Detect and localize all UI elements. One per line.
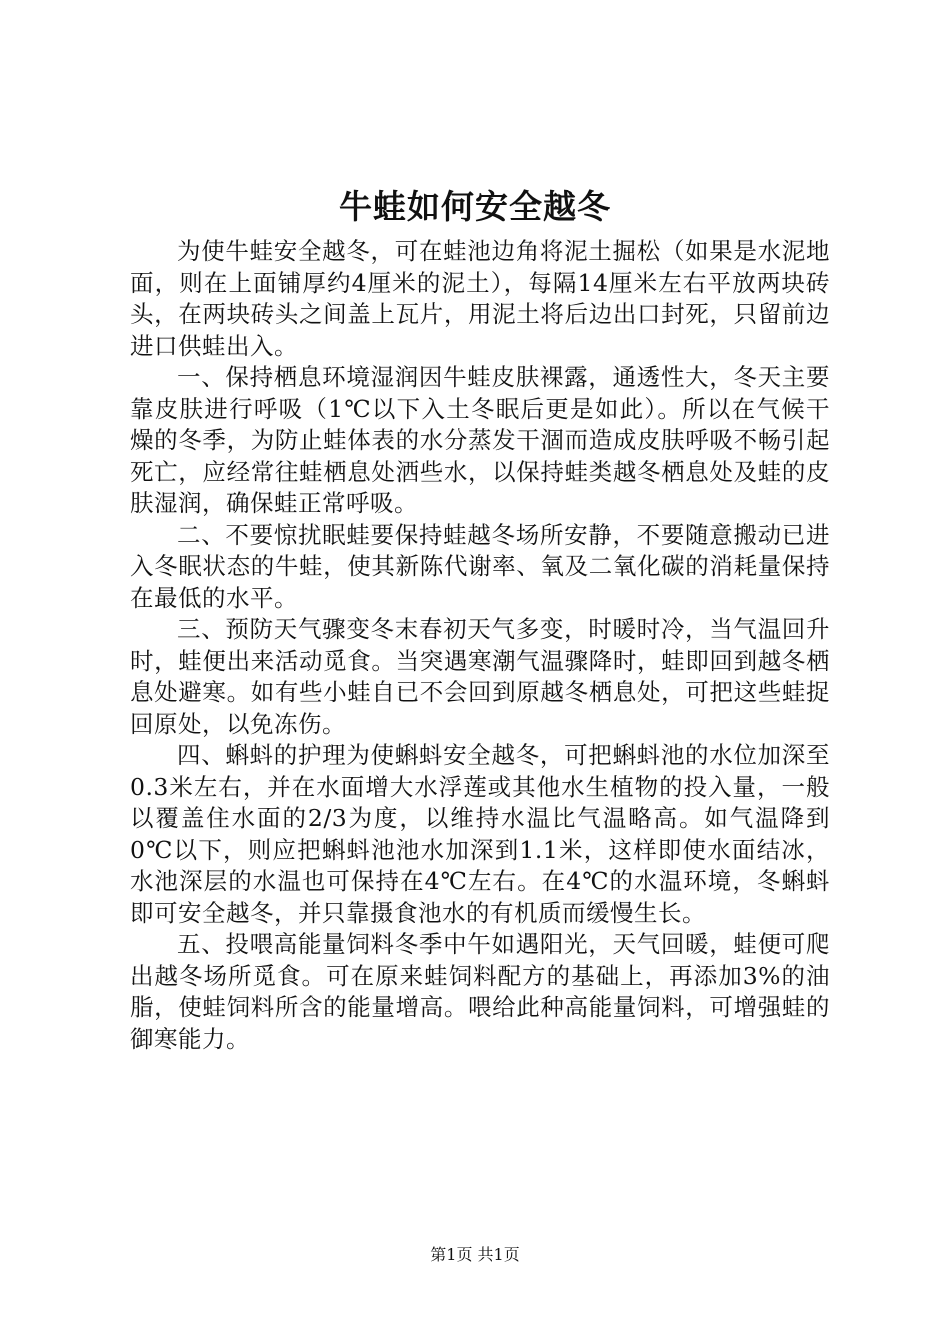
document-body xyxy=(130,236,830,1055)
section-weather-change-paragraph: 三、预防天气骤变冬末春初天气多变，时暖时冷，当气温回升时，蛙便出来活动觅食。当突遇寒潮气温骤降时，蛙即回到越冬栖息处避寒。如有些小蛙自已不会回到原越冬栖息处，可把这些蛙捉回原处，以免冻伤。 xyxy=(130,615,830,738)
section-tadpole-care-paragraph: 四、蝌蚪的护理为使蝌蚪安全越冬，可把蝌蚪池的水位加深至0.3米左右，并在水面增大水浮莲或其他水生植物的投入量，一般以覆盖住水面的2/3为度，以维持水温比气温略高。如气温降到0℃以下，则应把蝌蚪池池水加深到1.1米，这样即使水面结冰，水池深层的水温也可保持在4℃左右。在4℃的水温环境，冬蝌蚪即可安全越冬，并只靠摄食池水的有机质而缓慢生长。 xyxy=(130,741,830,927)
document-title: 牛蛙如何安全越冬 xyxy=(339,187,611,226)
section-keep-moist-paragraph: 一、保持栖息环境湿润因牛蛙皮肤裸露，通透性大，冬天主要靠皮肤进行呼吸（1℃以下入土冬眠后更是如此）。所以在气候干燥的冬季，为防止蛙体表的水分蒸发干涸而造成皮肤呼吸不畅引起死亡，应经常往蛙栖息处洒些水，以保持蛙类越冬栖息处及蛙的皮肤湿润，确保蛙正常呼吸。 xyxy=(130,363,830,517)
intro-paragraph: 为使牛蛙安全越冬，可在蛙池边角将泥土掘松（如果是水泥地面，则在上面铺厚约4厘米的泥土），每隔14厘米左右平放两块砖头，在两块砖头之间盖上瓦片，用泥土将后边出口封死，只留前边进口供蛙出入。 xyxy=(130,237,830,360)
section-high-energy-feed-paragraph: 五、投喂高能量饲料冬季中午如遇阳光，天气回暖，蛙便可爬出越冬场所觅食。可在原来蛙饲料配方的基础上，再添加3%的油脂，使蛙饲料所含的能量增高。喂给此种高能量饲料，可增强蛙的御寒能力。 xyxy=(130,930,830,1053)
page-footer: 第1页 共1页 xyxy=(430,1245,520,1264)
section-do-not-disturb-paragraph: 二、不要惊扰眠蛙要保持蛙越冬场所安静，不要随意搬动已进入冬眠状态的牛蛙，使其新陈代谢率、氧及二氧化碳的消耗量保持在最低的水平。 xyxy=(130,520,830,612)
